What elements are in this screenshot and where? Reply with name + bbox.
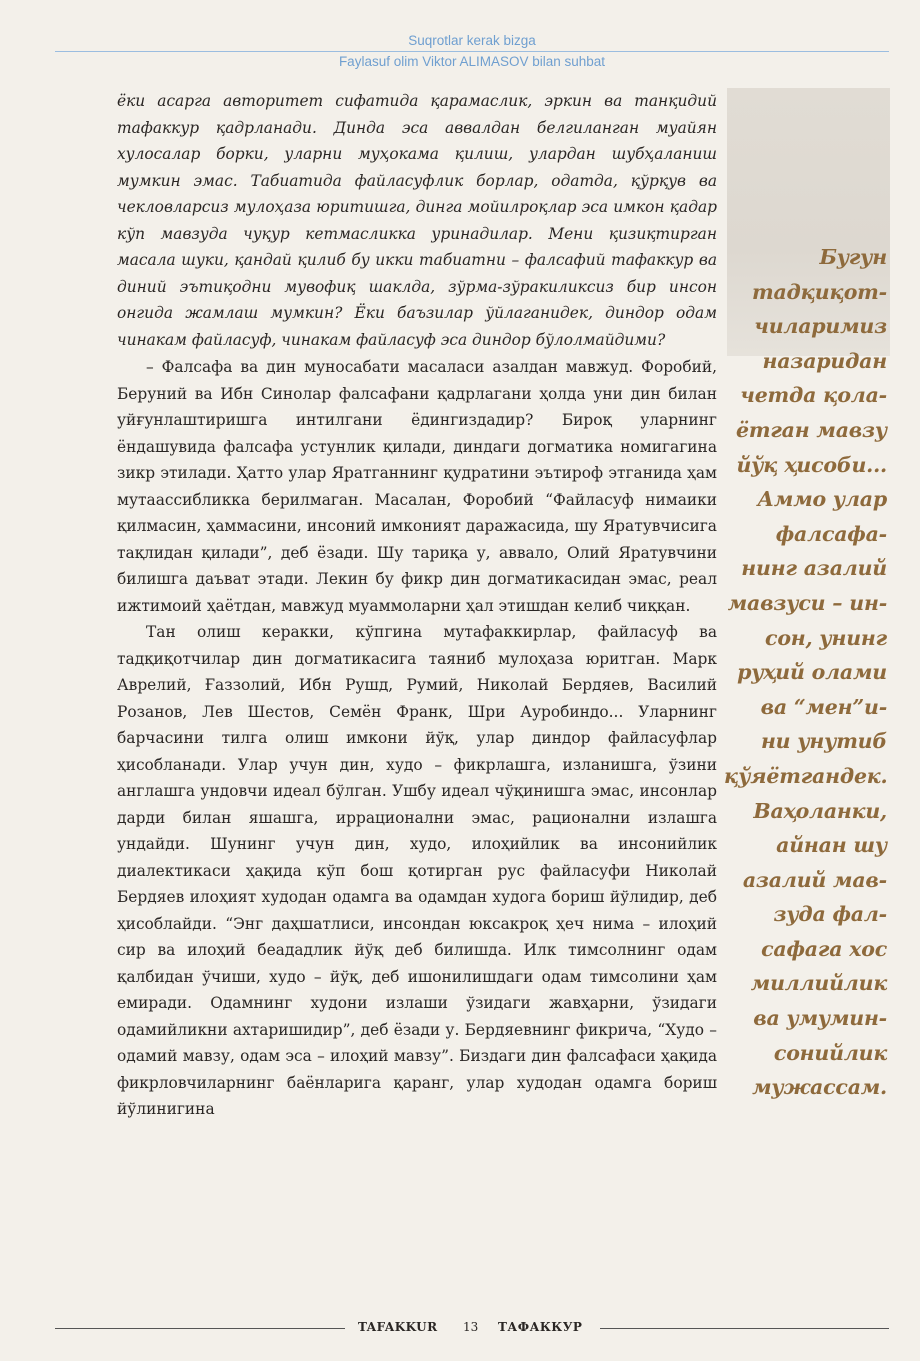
page-footer (55, 1318, 889, 1338)
pull-quote-line: айнан шу (776, 833, 887, 858)
pull-quote-line: Ваҳоланки, (753, 798, 887, 823)
pull-quote-line: зуда фал- (773, 902, 887, 927)
pull-quote-line: фалсафа- (775, 521, 887, 546)
pull-quote-line: мужассам. (752, 1075, 887, 1100)
pull-quote-line: миллийлик (750, 971, 887, 996)
pull-quote-line: мавзуси – ин- (727, 590, 887, 615)
pull-quote-line: руҳий олами (737, 660, 887, 685)
pull-quote-line: Аммо улар (757, 487, 887, 512)
footer-rule-left (55, 1328, 345, 1329)
pull-quote-line: тадқиқот- (751, 279, 887, 304)
pull-quote-line: ва “мен”и- (760, 694, 887, 719)
header-article-subtitle: Faylasuf olim Viktor ALIMASOV bilan suhbat (338, 54, 606, 69)
footer-rule-right (600, 1328, 889, 1329)
header-rule (55, 51, 889, 52)
pull-quote (724, 240, 887, 1105)
header-magazine-section: Suqrotlar kerak bizga (408, 33, 536, 48)
answer-paragraph-2: Тан олиш керакки, кўпгина мутафаккирлар, файласуф ва тадқиқотчилар дин догматикасига таяниб мулоҳаза юритган. Марк Аврелий, Ғаззолий, Ибн Рушд, Румий, Николай Бердяев, Василий Розанов, Лев Шестов, Семён Франк, Шри Ауробиндо... Уларнинг барчасини тилга олиш имкони йўқ, улар диндор файласуфлар ҳисобланади. Улар учун дин, худо – фикрлашга, изланишга, ўзини англашга ундовчи идеал бўлган. Ушбу идеал чўқинишга эмас, инсонлар дарди билан яшашга, иррационални эмас, рационални излашга ундайди. Шунинг учун дин, худо, илоҳийлик ва инсонийлик диалектикаси ҳақида кўп бош қотирган рус файласуфи Николай Бердяев илоҳият худодан одамга ва одамдан худога бориш йўлидир, деб ҳисоблайди. “Энг даҳшатлиси, инсондан юксакроқ ҳеч нима – илоҳий сир ва илоҳий беададлик йўқ деб билишда. Илк тимсолнинг одам қалбидан ўчиши, худо – йўқ, деб ишонилишдаги одам тимсолини ҳам емиради. Одамнинг худони излаши ўзидаги жавҳарни, ўзидаги одамийликни ахтаришидир”, деб ёзади у. Бердяевнинг фикрича, “Худо – одамий мавзу, одам эса – илоҳий мавзу”. Биздаги дин фалсафаси ҳақида фикрловчиларнинг баёнларига қаранг, улар худодан одамга бориш йўлинигина (117, 623, 717, 1118)
pull-quote-line: четда қола- (740, 383, 887, 408)
pull-quote-line: ни унутиб (760, 729, 887, 754)
page-number: 13 (463, 1320, 479, 1334)
pull-quote-line: азалий мав- (742, 867, 887, 892)
pull-quote-line: йўқ ҳисоби... (736, 452, 887, 477)
answer-paragraph-1: – Фалсафа ва дин муносабати масаласи азалдан мавжуд. Форобий, Беруний ва Ибн Синолар фалсафани қадрлагани ҳолда уни дин билан уйғунлаштиришга интилгани ёдингиздадир? Бироқ уларнинг ёндашувида фалсафа устунлик қилади, диндаги догматика номигагина зикр этилади. Ҳатто улар Яратганнинг қудратини эътироф этганида ҳам мутаассибликка берилмаган. Масалан, Форобий “Файласуф нимаики қилмасин, ҳаммасини, инсоний имконият даражасида, шу Яратувчисига тақлидан қилади”, деб ёзади. Шу тариқа у, аввало, Олий Яратувчини билишга даъват этади. Лекин бу фикр дин догматикасидан эмас, реал ижтимоий ҳаётдан, мавжуд муаммоларни ҳал этишдан келиб чиққан. (117, 358, 717, 615)
footer-magazine-name-latin: TAFAKKUR (358, 1320, 438, 1334)
question-paragraph: ёки асарга авторитет сифатида қарамаслик, эркин ва танқидий тафаккур қадрланади. Динда эса аввалдан белгиланган муайян хулосалар борки, уларни муҳокама қилиш, улардан шубҳаланиш мумкин эмас. Табиатида файласуфлик борлар, одатда, қўрқув ва чекловларсиз мулоҳаза юритишга, динга мойилроқлар эса имкон қадар кўп мавзуда чуқур кетмасликка уринадилар. Мени қизиқтирган масала шуки, қандай қилиб бу икки табиатни – фалсафий тафаккур ва диний эътиқодни мувофиқ шаклда, зўрма-зўракиликсиз бир инсон онгида жамлаш мумкин? Ёки баъзилар ўйлаганидек, диндор одам чинакам файласуф, чинакам файласуф эса диндор бўлолмайдими? (117, 92, 717, 349)
footer-magazine-name-cyrillic: ТАФАККУР (498, 1320, 583, 1334)
pull-quote-line: назаридан (762, 348, 887, 373)
pull-quote-line: қўяётгандек. (724, 763, 888, 788)
pull-quote-line: сафага хос (761, 936, 887, 961)
pull-quote-line: ётган мавзу (735, 417, 887, 442)
article-body (117, 88, 717, 1123)
pull-quote-line: сонийлик (773, 1040, 887, 1065)
pull-quote-line: Бугун (819, 245, 887, 269)
pull-quote-line: ва умумин- (753, 1006, 887, 1031)
pull-quote-line: нинг азалий (741, 556, 887, 581)
pull-quote-line: сон, унинг (765, 625, 887, 650)
pull-quote-line: чиларимиз (754, 314, 887, 339)
